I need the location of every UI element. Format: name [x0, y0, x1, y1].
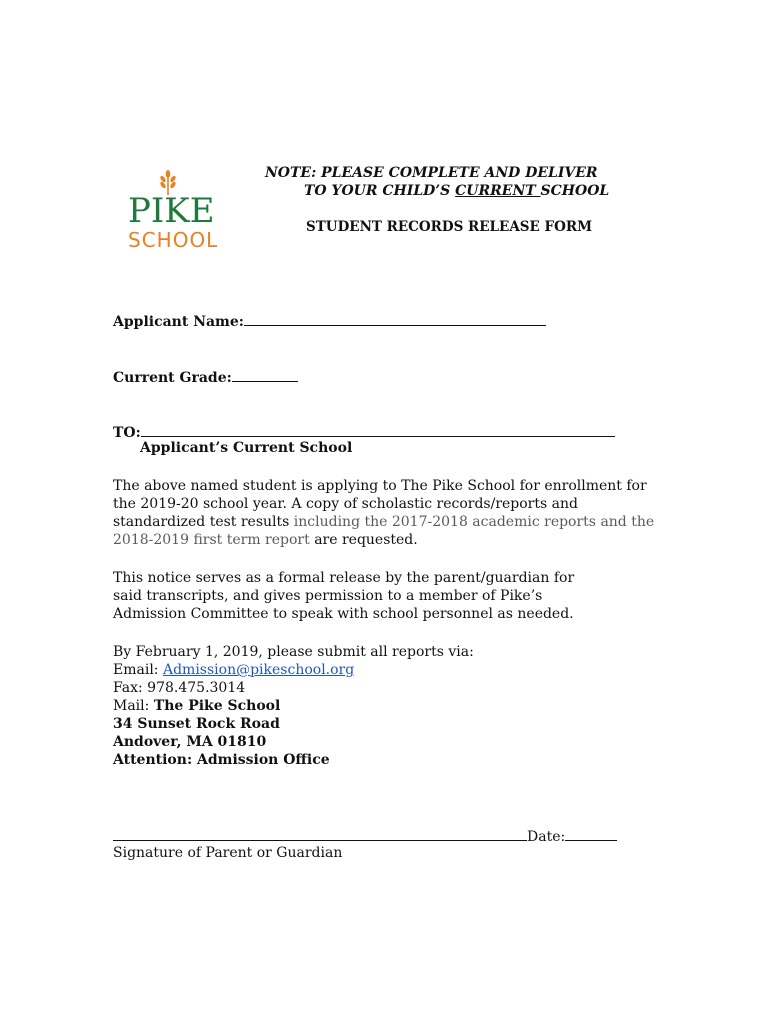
current-underlined: CURRENT	[455, 183, 541, 199]
email-line	[113, 661, 673, 679]
mail-line	[113, 697, 673, 715]
to-field	[113, 422, 615, 441]
mail-school-name: The Pike School	[153, 698, 281, 714]
address-line-1: 34 Sunset Rock Road	[113, 716, 280, 732]
signature-row	[113, 826, 617, 845]
submission-block	[113, 643, 673, 769]
current-grade-field	[113, 367, 298, 386]
paragraph-enrollment-text: The above named student is applying to The Pike School for enrollment for the 2019-20 school year. A copy of scholastic records/reports and standardized test results	[113, 478, 647, 530]
attention-line: Attention: Admission Office	[113, 752, 330, 768]
note-line-2-text: TO YOUR CHILD’S	[304, 183, 456, 199]
paragraph-release: This notice serves as a formal release by the parent/guardian for said transcripts, and gives permission to a member of Pike’s Admission Committee to speak with school personnel as needed.	[113, 570, 575, 622]
to-caption: Applicant’s Current School	[140, 440, 353, 456]
paragraph-enrollment-gray: including the 2017-2018 academic reports and the 2018-2019 first term report	[113, 514, 655, 548]
paragraph-enrollment-end: are requested.	[309, 532, 418, 548]
signature-line[interactable]	[113, 826, 527, 841]
applicant-name-label: Applicant Name:	[113, 314, 244, 330]
signature-caption: Signature of Parent or Guardian	[113, 845, 343, 861]
mail-label: Mail:	[113, 698, 154, 714]
logo-school-text: SCHOOL	[128, 228, 219, 252]
paragraph-enrollment	[113, 477, 673, 549]
note-line-2-end: SCHOOL	[540, 183, 610, 199]
fax-line: Fax: 978.475.3014	[113, 680, 246, 696]
date-label: Date:	[527, 829, 566, 845]
submit-intro: By February 1, 2019, please submit all reports via:	[113, 644, 474, 660]
to-label: TO:	[113, 425, 141, 441]
pike-school-logo	[122, 170, 238, 262]
current-grade-label: Current Grade:	[113, 370, 232, 386]
address-line-2: Andover, MA 01810	[113, 734, 267, 750]
to-line[interactable]	[141, 422, 615, 437]
logo-pike-text: PIKE	[128, 191, 215, 231]
applicant-name-field	[113, 311, 546, 330]
form-title: STUDENT RECORDS RELEASE FORM	[306, 219, 593, 235]
note-line-2	[304, 182, 609, 200]
applicant-name-line[interactable]	[244, 311, 546, 326]
note-line-1: NOTE: PLEASE COMPLETE AND DELIVER	[265, 165, 598, 181]
email-link[interactable]: Admission@pikeschool.org	[162, 662, 355, 678]
date-line[interactable]	[565, 826, 617, 841]
current-grade-line[interactable]	[232, 367, 298, 382]
email-label: Email:	[113, 662, 163, 678]
